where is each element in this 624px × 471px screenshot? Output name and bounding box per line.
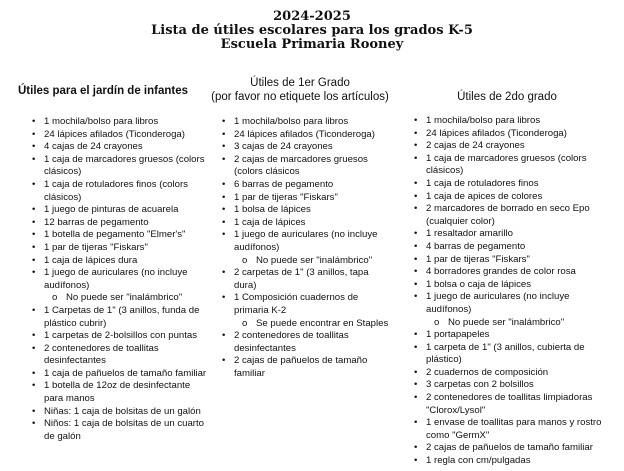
supply-item: • 1 par de tijeras "Fiskars" [44,242,208,255]
supply-item: • 1 caja de lápices dura [44,255,208,268]
supply-item: • 1 carpeta de 1" (3 anillos, cubierta de plástico) [426,342,612,367]
supply-item: • 6 barras de pegamento [234,179,390,192]
supply-item: • 3 carpetas con 2 bolsillos [426,379,612,392]
school-name: Escuela Primaria Rooney [220,37,404,52]
supply-item: • 12 barras de pegamento [44,217,208,230]
supply-item: • 1 Composición cuadernos de primaria K-2 [234,292,390,317]
supply-item: • 2 cajas de 24 crayones [426,140,612,153]
column-kindergarten [18,84,208,443]
supply-list [44,116,208,443]
supply-item: • 1 par de tijeras "Fiskars" [234,192,390,205]
supply-item: • 2 marcadores de borrado en seco Epo (cualquier color) [426,203,612,228]
column-title-line: Útiles para el jardín de infantes [18,85,188,97]
supply-sub-item: o No puede ser "inalámbrico" [44,292,208,305]
supply-item: • 1 juego de auriculares (no incluye audífonos) [426,291,612,316]
supply-item: • 3 cajas de 24 crayones [234,141,390,154]
supply-item: • 2 cuadernos de composición [426,367,612,380]
supply-sub-item: o No puede ser "inalámbrico" [234,255,390,268]
supply-item: • 4 cajas de 24 crayones [44,141,208,154]
column-grade-2 [402,90,612,468]
supply-item: • 2 contenedores de toallitas desinfectantes [234,330,390,355]
school-year: 2024-2025 [273,9,351,24]
column-title-line: Útiles de 1er Grado [250,77,350,89]
supply-item: • 1 resaltador amarillo [426,228,612,241]
document-title: Lista de útiles escolares para los grados K-5 [151,23,473,38]
supply-item: • 1 caja de rotuladores finos [426,178,612,191]
supply-item: • 1 portapapeles [426,329,612,342]
supply-item: • 1 caja de apices de colores [426,191,612,204]
document-header [0,10,624,52]
supply-item: • 2 contenedores de toallitas desinfectantes [44,343,208,368]
supply-sub-item: o No puede ser "inalámbrico" [426,317,612,330]
supply-item: • 1 botella de 12oz de desinfectante para manos [44,380,208,405]
supply-list [426,115,612,468]
supply-item: • 1 bolsa o caja de lápices [426,279,612,292]
supply-item: • 4 borradores grandes de color rosa [426,266,612,279]
supply-item: • 1 mochila/bolso para libros [234,116,390,129]
supply-item: • 1 caja de pañuelos de tamaño familiar [44,368,208,381]
supply-item: • 1 botella de pegamento "Elmer's" [44,229,208,242]
supply-item: • 2 contenedores de toallitas limpiadoras "Clorox/Lysol" [426,392,612,417]
supply-item: • 1 caja de marcadores gruesos (colors clásicos) [44,154,208,179]
supply-item: • 24 lápices afilados (Ticonderoga) [234,129,390,142]
column-title [210,76,390,104]
supply-item: • 1 mochila/bolso para libros [44,116,208,129]
supply-item: • 2 carpetas de 1" (3 anillos, tapa dura) [234,267,390,292]
supply-item: • 4 barras de pegamento [426,241,612,254]
supply-item: • 1 regla con cm/pulgadas [426,455,612,468]
supply-item: • 1 mochila/bolso para libros [426,115,612,128]
supply-item: • 2 cajas de pañuelos de tamaño familiar [234,355,390,380]
supply-item: • 1 carpetas de 2-bolsillos con puntas [44,330,208,343]
column-title-line: (por favor no etiquete los artículos) [211,91,389,103]
supply-item: • Niñas: 1 caja de bolsitas de un galón [44,406,208,419]
supply-item: • 1 Carpetas de 1" (3 anillos, funda de plástico cubrir) [44,305,208,330]
column-title-line: Útiles de 2do grado [457,91,557,103]
supply-item: • 1 caja de lápices [234,217,390,230]
supply-item: • 1 par de tijeras "Fiskars" [426,254,612,267]
column-grade-1 [210,76,390,380]
supply-item: • 2 cajas de pañuelos de tamaño familiar [426,442,612,455]
column-title [402,90,612,104]
supply-item: • Niños: 1 caja de bolsitas de un cuarto de galón [44,418,208,443]
supply-list [234,116,390,380]
column-title [18,84,208,98]
supply-item: • 1 caja de rotuladores finos (colors clásicos) [44,179,208,204]
supply-item: • 1 envase de toallitas para manos y rostro como "GermX" [426,417,612,442]
supply-item: • 1 bolsa de lápices [234,204,390,217]
supply-item: • 1 juego de auriculares (no incluye audífonos) [44,267,208,292]
supply-item: • 24 lápices afilados (Ticonderoga) [44,129,208,142]
supply-item: • 1 caja de marcadores gruesos (colors clásicos) [426,153,612,178]
supply-item: • 24 lápices afilados (Ticonderoga) [426,128,612,141]
supply-item: • 2 cajas de marcadores gruesos (colors clásicos [234,154,390,179]
supply-sub-item: o Se puede encontrar en Staples [234,318,390,331]
supply-item: • 1 juego de pinturas de acuarela [44,204,208,217]
supply-item: • 1 juego de auriculares (no incluye audífonos) [234,229,390,254]
